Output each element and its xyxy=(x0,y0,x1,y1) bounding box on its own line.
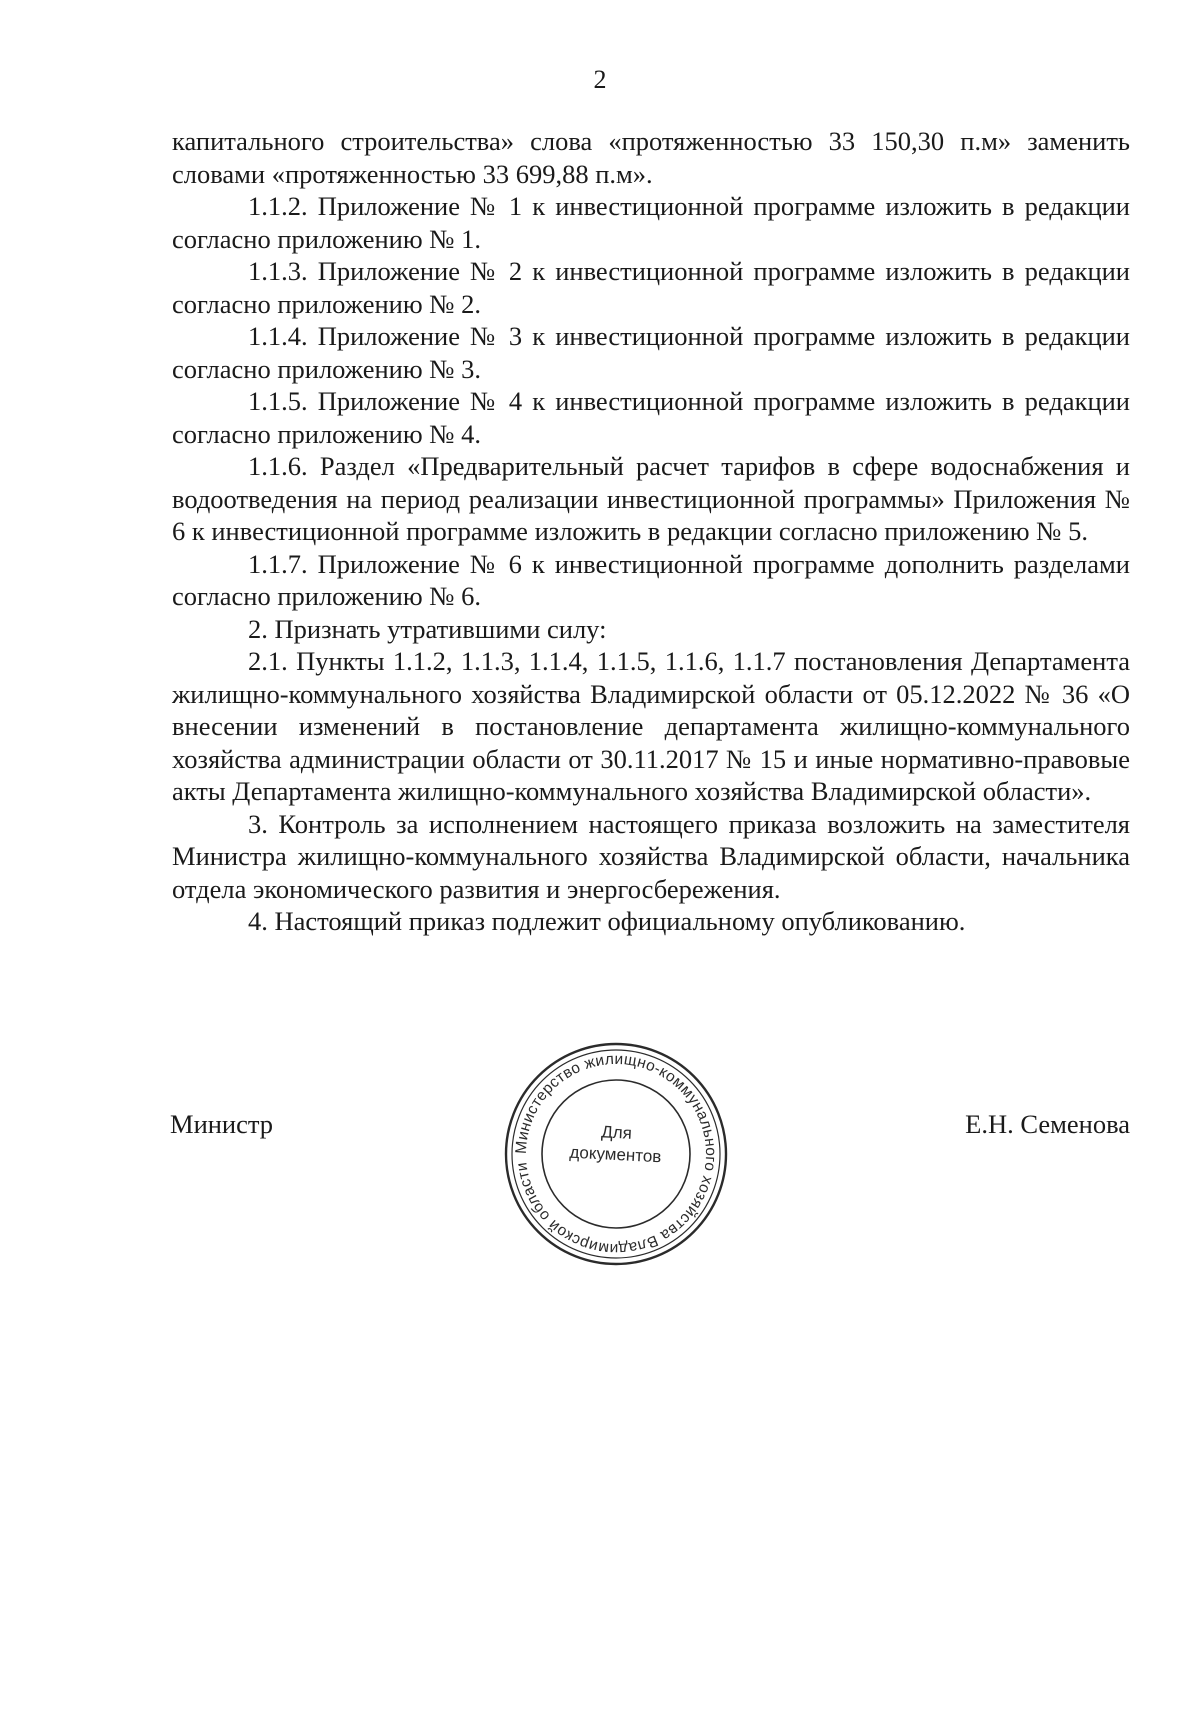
signer-title: Министр xyxy=(170,1109,274,1139)
paragraph-4: 4. Настоящий приказ подлежит официальному опубликованию. xyxy=(248,906,966,936)
paragraph-2: 2. Признать утратившими силу: xyxy=(248,613,607,644)
paragraph-2-1: 2.1. Пункты 1.1.2, 1.1.3, 1.1.4, 1.1.5, 1.1.6, 1.1.7 постановления Департамента жилищно-коммунального хозяйства Владимирской области от 05.12.2022 № 36 «О внесении изменений в постановление департамента жилищно-коммунального хозяйства администрации области от 30.11.2017 № 15 и иные нормативно-правовые акты Департамента жилищно-коммунального хозяйства Владимирской области». xyxy=(172,646,1130,806)
paragraph-3: 3. Контроль за исполнением настоящего приказа возложить на заместителя Министра жилищно-коммунального хозяйства Владимирской области, начальника отдела экономического развития и энергосбережения. xyxy=(172,808,1130,904)
official-stamp xyxy=(502,1040,730,1268)
paragraph-1-1-7: 1.1.7. Приложение № 6 к инвестиционной программе дополнить разделами согласно приложению № 6. xyxy=(172,548,1130,611)
paragraph-1-1-2: 1.1.2. Приложение № 1 к инвестиционной программе изложить в редакции согласно приложению № 1. xyxy=(172,191,1130,254)
paragraph-1-1-4: 1.1.4. Приложение № 3 к инвестиционной программе изложить в редакции согласно приложению № 3. xyxy=(172,321,1130,384)
paragraph-continuation: капитального строительства» слова «протяженностью 33 150,30 п.м» заменить словами «протяженностью 33 699,88 п.м». xyxy=(172,126,1130,189)
paragraph-1-1-3: 1.1.3. Приложение № 2 к инвестиционной программе изложить в редакции согласно приложению № 2. xyxy=(172,256,1130,319)
paragraph-1-1-5: 1.1.5. Приложение № 4 к инвестиционной программе изложить в редакции согласно приложению № 4. xyxy=(172,386,1130,449)
document-body xyxy=(172,125,1130,938)
stamp-ring-text: Министерство жилищно-коммунального хозяйства Владимирской области xyxy=(512,1050,720,1258)
stamp-center-line-1: Для xyxy=(600,1122,633,1143)
signer-name: Е.Н. Семенова xyxy=(965,1109,1130,1139)
page-number: 2 xyxy=(593,65,607,94)
stamp-center-line-2: документов xyxy=(569,1142,662,1167)
paragraph-1-1-6: 1.1.6. Раздел «Предварительный расчет тарифов в сфере водоснабжения и водоотведения на период реализации инвестиционной программы» Приложения № 6 к инвестиционной программе изложить в редакции согласно приложению № 5. xyxy=(172,451,1130,546)
